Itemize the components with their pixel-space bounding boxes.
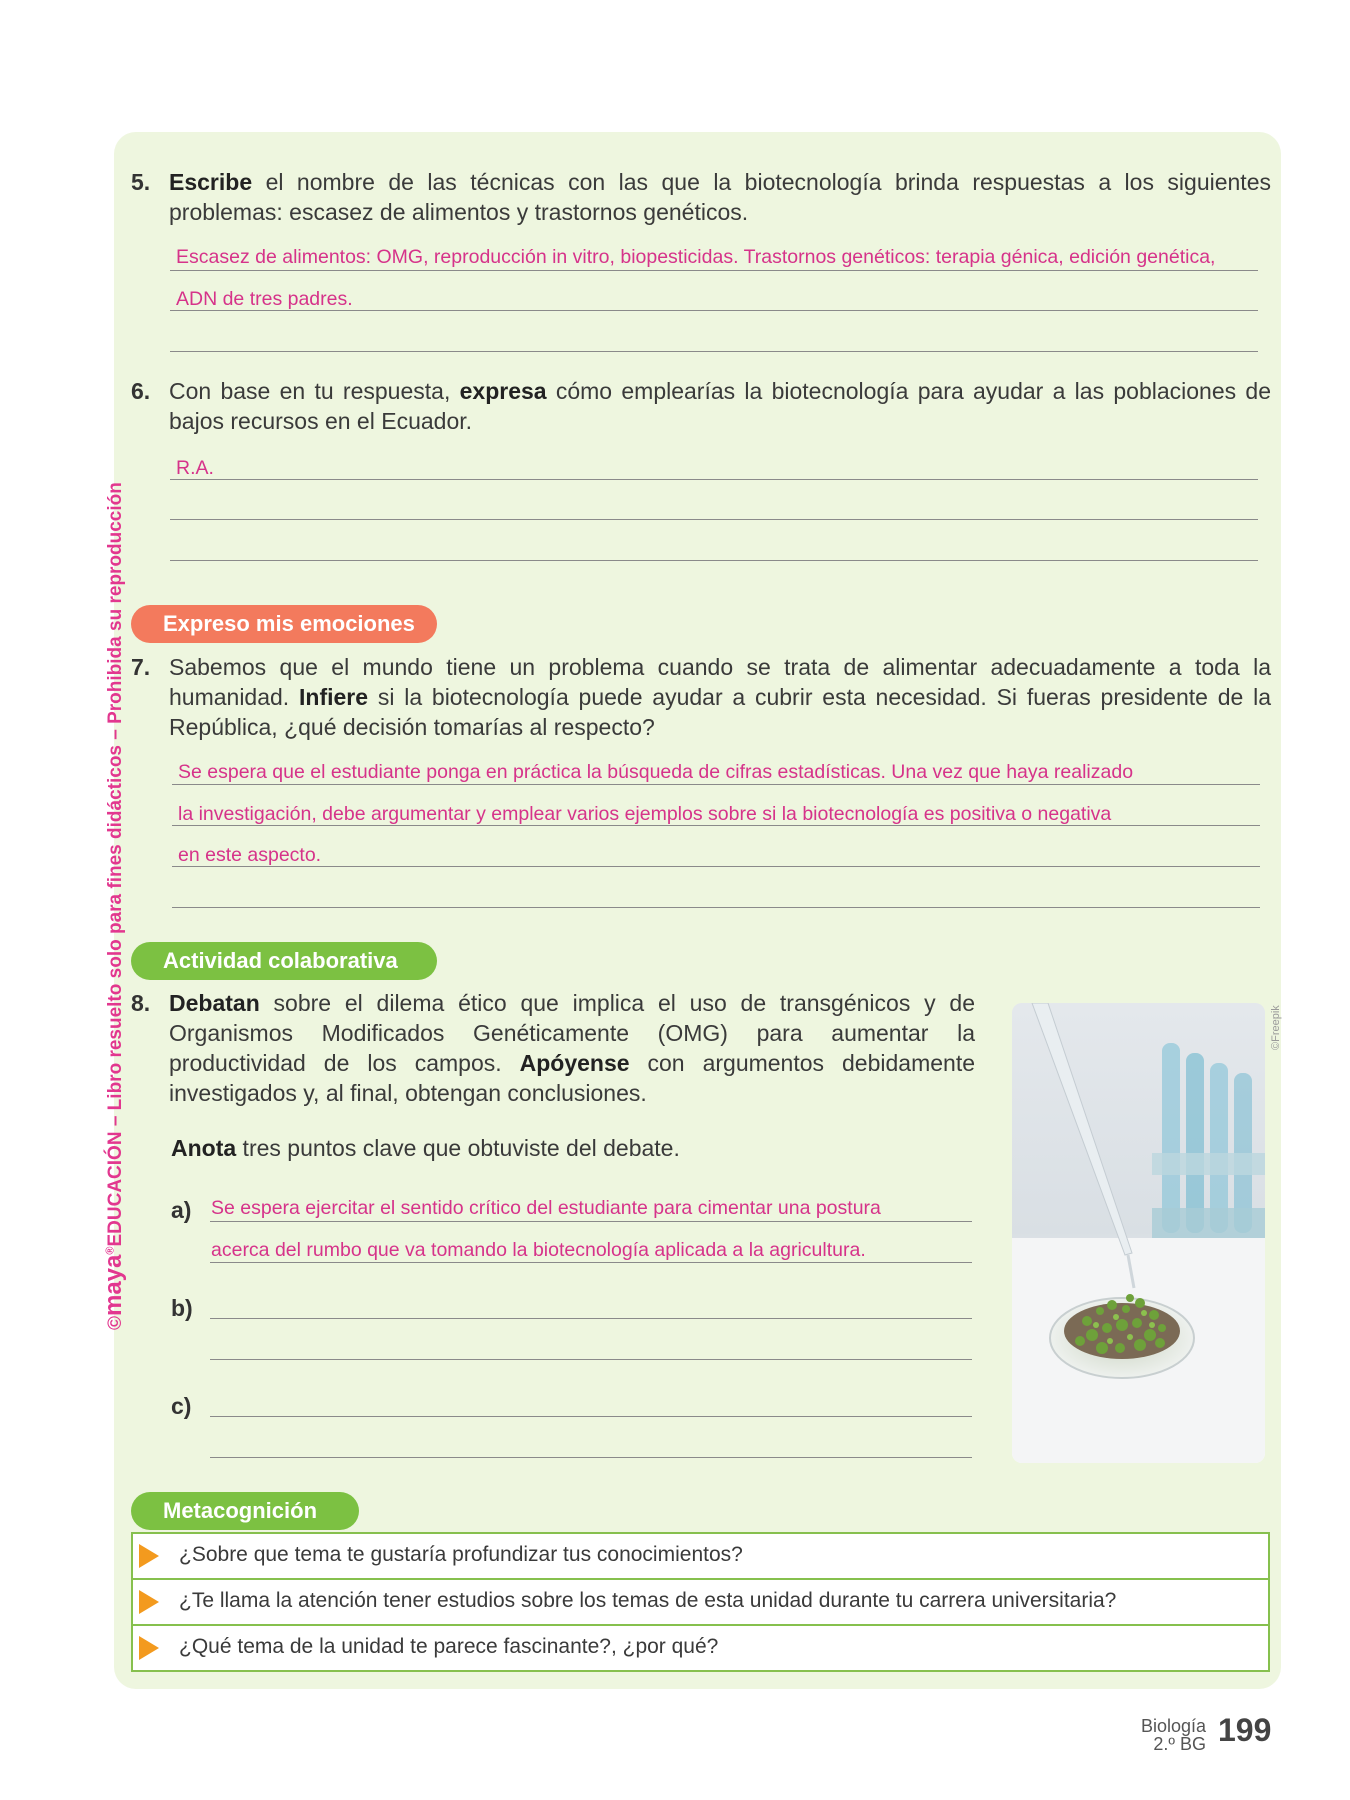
seedlings-petri-photo [1012, 1003, 1265, 1463]
question-body: si la biotecnología puede ayudar a cubrir esta necesidad. Si fueras presidente de la República, ¿qué decisión tomarías al respecto? [169, 684, 1271, 740]
metacognition-list [131, 1532, 1270, 1672]
instruction-verb: Escribe [169, 169, 253, 195]
answer-line[interactable] [172, 784, 1260, 785]
answer-line[interactable] [170, 351, 1258, 352]
instruction-verb: Apóyense [519, 1050, 630, 1076]
answer-line[interactable] [170, 519, 1258, 520]
metacognition-question: ¿Qué tema de la unidad te parece fascinante?, ¿por qué? [179, 1635, 719, 1658]
copyright-symbol: © [105, 1316, 126, 1330]
answer-line[interactable] [170, 310, 1258, 311]
question-number: 5. [131, 169, 151, 195]
question-body: el nombre de las técnicas con las que la biotecnología brinda respuestas a los siguientes problemas: escasez de alimentos y trastornos genéticos. [169, 169, 1271, 225]
answer-line-text: ADN de tres padres. [176, 288, 353, 310]
question-intro: Con base en tu respuesta, [169, 378, 460, 404]
question-text [169, 376, 1271, 436]
metacognition-question: ¿Te llama la atención tener estudios sobre los temas de esta unidad durante tu carrera universitaria? [179, 1589, 1117, 1612]
subject-name: Biología [1140, 1716, 1206, 1736]
photo-illustration [1012, 1003, 1265, 1463]
answer-line[interactable] [170, 479, 1258, 480]
question-intro: Sabemos que el mundo tiene un problema cuando se trata de alimentar adecuadamente a toda la humanidad. [169, 654, 1271, 710]
answer-line[interactable] [170, 270, 1258, 271]
metacognition-question: ¿Sobre que tema te gustaría profundizar tus conocimientos? [179, 1543, 743, 1566]
instruction-verb: Debatan [169, 990, 260, 1016]
anota-instruction [171, 1133, 971, 1165]
registered-mark: ® [104, 1246, 117, 1255]
instruction-body: tres puntos clave que obtuviste del debate. [236, 1135, 680, 1161]
answer-line[interactable] [210, 1221, 972, 1222]
instruction-verb: Anota [171, 1135, 237, 1161]
arrow-right-icon [139, 1636, 159, 1660]
question-number: 8. [131, 990, 151, 1016]
answer-line[interactable] [172, 907, 1260, 908]
question-6 [131, 376, 1271, 446]
answer-line-text: la investigación, debe argumentar y emplear varios ejemplos sobre si la biotecnología es positiva o negativa [178, 803, 1112, 825]
question-text [169, 652, 1271, 742]
item-letter-a: a) [171, 1197, 192, 1223]
question-body: con argumentos debidamente investigados y, al final, obtengan conclusiones. [169, 1050, 975, 1106]
answer-line[interactable] [172, 825, 1260, 826]
question-5 [131, 167, 1271, 237]
answer-line-text: Se espera ejercitar el sentido crítico del estudiante para cimentar una postura [211, 1197, 881, 1219]
instruction-verb: expresa [459, 378, 547, 404]
answer-line-text: Se espera que el estudiante ponga en práctica la búsqueda de cifras estadísticas. Una vez que haya realizado [178, 761, 1134, 783]
grade-label: 2.º BG [1153, 1734, 1206, 1754]
instruction-verb: Infiere [299, 684, 369, 710]
maya-logo: maya [100, 1254, 127, 1316]
question-text [169, 167, 1271, 227]
question-text [169, 988, 975, 1108]
page-number: 199 [1218, 1712, 1272, 1748]
question-number: 6. [131, 378, 151, 404]
answer-line[interactable] [172, 866, 1260, 867]
question-number: 7. [131, 654, 151, 680]
copyright-text: EDUCACIÓN – Libro resuelto solo para fines didácticos – Prohibida su reproducción [105, 482, 126, 1247]
arrow-right-icon [139, 1590, 159, 1614]
answer-line-text: acerca del rumbo que va tomando la biotecnología aplicada a la agricultura. [211, 1239, 866, 1261]
answer-line[interactable] [210, 1318, 972, 1319]
answer-line[interactable] [210, 1457, 972, 1458]
section-collab-label: Actividad colaborativa [131, 942, 437, 980]
section-meta-label: Metacognición [131, 1492, 359, 1530]
question-body: cómo emplearías la biotecnología para ayudar a las poblaciones de bajos recursos en el Ecuador. [169, 378, 1271, 434]
photo-credit: ©Freepik [1270, 1005, 1282, 1050]
question-7 [131, 652, 1271, 752]
answer-line-text: R.A. [176, 457, 214, 479]
question-8 [131, 988, 976, 1118]
section-emotions-label: Expreso mis emociones [131, 605, 437, 643]
copyright-sidebar [100, 482, 128, 1330]
item-letter-c: c) [171, 1393, 192, 1419]
answer-line[interactable] [210, 1262, 972, 1263]
list-item [133, 1626, 1268, 1670]
footer-subject [1141, 1717, 1206, 1753]
answer-line[interactable] [210, 1416, 972, 1417]
answer-line[interactable] [210, 1359, 972, 1360]
list-item [133, 1580, 1268, 1626]
answer-line-text: Escasez de alimentos: OMG, reproducción in vitro, biopesticidas. Trastornos genéticos: terapia génica, edición genética, [176, 246, 1216, 268]
answer-line[interactable] [170, 560, 1258, 561]
arrow-right-icon [139, 1544, 159, 1568]
question-body: sobre el dilema ético que implica el uso de transgénicos y de Organismos Modificados Genéticamente (OMG) para aumentar la productividad de los campos. [169, 990, 975, 1076]
item-letter-b: b) [171, 1295, 193, 1321]
answer-line-text: en este aspecto. [178, 844, 322, 866]
list-item [133, 1534, 1268, 1580]
